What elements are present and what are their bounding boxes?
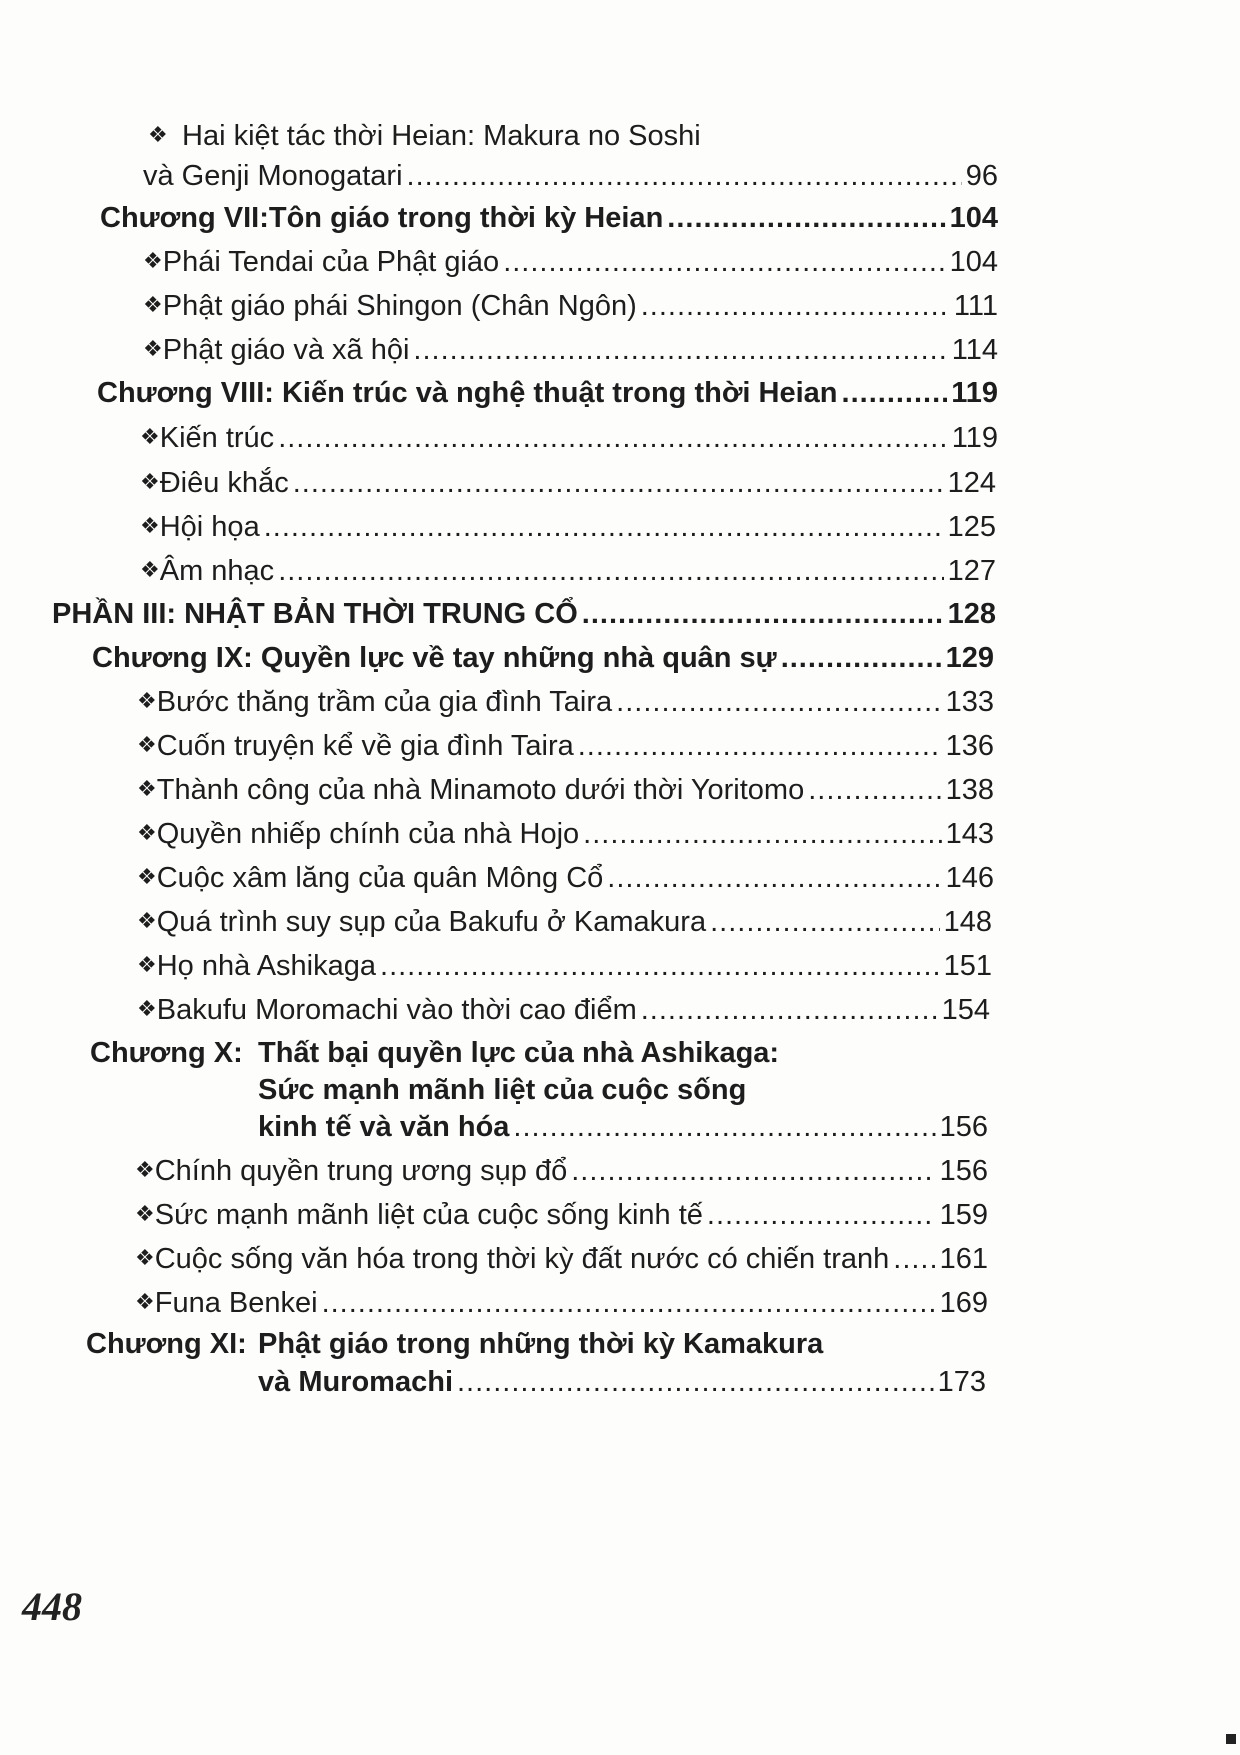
diamond-bullet-icon: ❖ [135, 1245, 155, 1270]
diamond-bullet-icon: ❖ [137, 776, 157, 801]
diamond-bullet-icon: ❖ [140, 469, 160, 494]
dot-leader [278, 420, 948, 456]
toc-entry [143, 158, 998, 194]
diamond-bullet-icon: ❖ [137, 688, 157, 713]
toc-entry [137, 684, 994, 722]
page-number: 448 [22, 1584, 82, 1629]
toc-part-entry [52, 596, 996, 632]
dot-leader [293, 465, 944, 501]
diamond-bullet-icon: ❖ [143, 248, 163, 273]
toc-entry [140, 509, 996, 547]
toc-entry-title: Sức mạnh mãnh liệt của cuộc sống [258, 1074, 747, 1106]
toc-entry [135, 1153, 988, 1191]
dot-leader [413, 332, 947, 368]
dot-leader [707, 1197, 936, 1233]
toc-entry-title: Sức mạnh mãnh liệt của cuộc sống kinh tế [154, 1199, 703, 1231]
scan-edge-mark [1226, 1734, 1236, 1744]
toc-entry-title: Họ nhà Ashikaga [156, 950, 377, 982]
toc-chapter-label: Chương X: [90, 1037, 243, 1069]
diamond-bullet-icon: ❖ [137, 952, 157, 977]
toc-page-number: 154 [941, 994, 990, 1026]
toc-entry-title: Quá trình suy sụp của Bakufu ở Kamakura [156, 906, 707, 938]
dot-leader [582, 596, 944, 632]
toc-chapter-entry-continuation [258, 1364, 986, 1400]
toc-entry-title: Điêu khắc [159, 467, 289, 499]
toc-page-number: 119 [951, 422, 998, 454]
dot-leader [583, 816, 941, 852]
diamond-bullet-icon: ❖ [148, 122, 168, 147]
toc-page-number: 143 [945, 818, 994, 850]
toc-entry [135, 1241, 988, 1279]
dot-leader [808, 772, 941, 808]
dot-leader [781, 640, 942, 676]
toc-page-number: 133 [945, 686, 994, 718]
dot-leader [893, 1241, 935, 1277]
toc-entry [135, 1197, 988, 1235]
toc-entry-title: Chương IX: Quyền lực về tay những nhà quân sự [92, 642, 777, 674]
toc-entry-title: Quyền nhiếp chính của nhà Hojo [156, 818, 580, 850]
toc-entry-title: Cuộc xâm lăng của quân Mông Cổ [156, 862, 604, 894]
toc-chapter-entry [92, 640, 994, 676]
toc-entry [148, 118, 1008, 156]
diamond-bullet-icon: ❖ [137, 996, 157, 1021]
dot-leader [641, 288, 950, 324]
toc-chapter-entry [90, 1035, 830, 1071]
toc-page-number: 161 [939, 1243, 988, 1275]
toc-entry-title: Phật giáo trong những thời kỳ Kamakura [258, 1328, 824, 1360]
toc-page-number: 146 [945, 862, 994, 894]
toc-entry [143, 244, 998, 282]
toc-page-number: 111 [953, 290, 998, 322]
toc-entry-title: PHẦN III: NHẬT BẢN THỜI TRUNG CỔ [52, 598, 578, 630]
toc-chapter-entry [97, 375, 998, 411]
dot-leader [842, 375, 948, 411]
toc-entry [140, 465, 996, 503]
diamond-bullet-icon: ❖ [140, 557, 160, 582]
toc-page-number: 151 [943, 950, 992, 982]
toc-page-number: 129 [945, 642, 994, 674]
toc-chapter-entry [100, 200, 998, 236]
diamond-bullet-icon: ❖ [135, 1157, 155, 1182]
toc-entry-title: Âm nhạc [159, 555, 275, 587]
toc-page-number: 104 [949, 202, 998, 234]
diamond-bullet-icon: ❖ [137, 732, 157, 757]
toc-page-number: 128 [947, 598, 996, 630]
diamond-bullet-icon: ❖ [137, 864, 157, 889]
toc-entry [140, 553, 996, 591]
toc-page-number: 138 [945, 774, 994, 806]
toc-page-number: 136 [945, 730, 994, 762]
toc-entry-title: và Muromachi [258, 1366, 453, 1398]
diamond-bullet-icon: ❖ [143, 292, 163, 317]
dot-leader [278, 553, 943, 589]
dot-leader [616, 684, 941, 720]
dot-leader [380, 948, 940, 984]
diamond-bullet-icon: ❖ [137, 908, 157, 933]
toc-entry [137, 860, 994, 898]
toc-page-number: 125 [947, 511, 996, 543]
toc-entry [143, 332, 998, 370]
diamond-bullet-icon: ❖ [135, 1201, 155, 1226]
toc-entry-title: Cuốn truyện kể về gia đình Taira [156, 730, 574, 762]
toc-page-number: 148 [943, 906, 992, 938]
toc-entry-title: Hai kiệt tác thời Heian: Makura no Soshi [182, 120, 701, 152]
toc-entry [137, 816, 994, 854]
toc-entry-title: Phật giáo và xã hội [162, 334, 410, 366]
toc-page-number: 156 [939, 1155, 988, 1187]
toc-chapter-entry-continuation [258, 1072, 858, 1108]
diamond-bullet-icon: ❖ [135, 1289, 155, 1314]
toc-entry-title: Bước thăng trầm của gia đình Taira [156, 686, 613, 718]
toc-entry-title: Thất bại quyền lực của nhà Ashikaga: [258, 1037, 780, 1069]
toc-page-number: 159 [939, 1199, 988, 1231]
diamond-bullet-icon: ❖ [143, 336, 163, 361]
toc-entry [137, 904, 992, 942]
toc-entry-title: Phật giáo phái Shingon (Chân Ngôn) [162, 290, 637, 322]
toc-page-number: 127 [947, 555, 996, 587]
toc-entry [140, 420, 998, 458]
toc-page-number: 119 [951, 377, 998, 409]
dot-leader [264, 509, 944, 545]
toc-entry-title: Funa Benkei [154, 1287, 318, 1319]
toc-entry-title: Chính quyền trung ương sụp đổ [154, 1155, 568, 1187]
toc-page-number: 104 [949, 246, 998, 278]
dot-leader [607, 860, 941, 896]
diamond-bullet-icon: ❖ [140, 424, 160, 449]
diamond-bullet-icon: ❖ [137, 820, 157, 845]
toc-chapter-entry [86, 1326, 866, 1362]
toc-page-number: 114 [951, 334, 998, 366]
toc-chapter-label: Chương XI: [86, 1328, 247, 1360]
dot-leader [513, 1109, 935, 1145]
dot-leader [407, 158, 962, 194]
toc-page-number: 173 [937, 1366, 986, 1398]
toc-entry-title: Bakufu Moromachi vào thời cao điểm [156, 994, 637, 1026]
toc-entry [137, 948, 992, 986]
diamond-bullet-icon: ❖ [140, 513, 160, 538]
toc-chapter-entry-continuation [258, 1109, 988, 1145]
toc-entry-title: Chương VII:Tôn giáo trong thời kỳ Heian [100, 202, 664, 234]
toc-entry-title: Chương VIII: Kiến trúc và nghệ thuật trong thời Heian [97, 377, 838, 409]
toc-entry-title: và Genji Monogatari [143, 160, 403, 192]
toc-entry [137, 772, 994, 810]
dot-leader [322, 1285, 936, 1321]
toc-entry [137, 992, 990, 1030]
dot-leader [667, 200, 945, 236]
toc-entry-title: Cuộc sống văn hóa trong thời kỳ đất nước có chiến tranh [154, 1243, 890, 1275]
toc-page-number: 124 [947, 467, 996, 499]
dot-leader [503, 244, 945, 280]
toc-entry-title: Thành công của nhà Minamoto dưới thời Yoritomo [156, 774, 805, 806]
toc-page-number: 156 [939, 1111, 988, 1143]
toc-entry [143, 288, 998, 326]
toc-page-number: 96 [965, 160, 998, 192]
toc-page-number: 169 [939, 1287, 988, 1319]
toc-entry-title: Hội họa [159, 511, 260, 543]
toc-entry-title: Kiến trúc [159, 422, 275, 454]
toc-entry [135, 1285, 988, 1323]
dot-leader [641, 992, 938, 1028]
toc-entry [137, 728, 994, 766]
dot-leader [457, 1364, 934, 1400]
toc-entry-title: Phái Tendai của Phật giáo [162, 246, 500, 278]
dot-leader [571, 1153, 935, 1189]
dot-leader [710, 904, 940, 940]
dot-leader [578, 728, 942, 764]
toc-entry-title: kinh tế và văn hóa [258, 1111, 510, 1143]
